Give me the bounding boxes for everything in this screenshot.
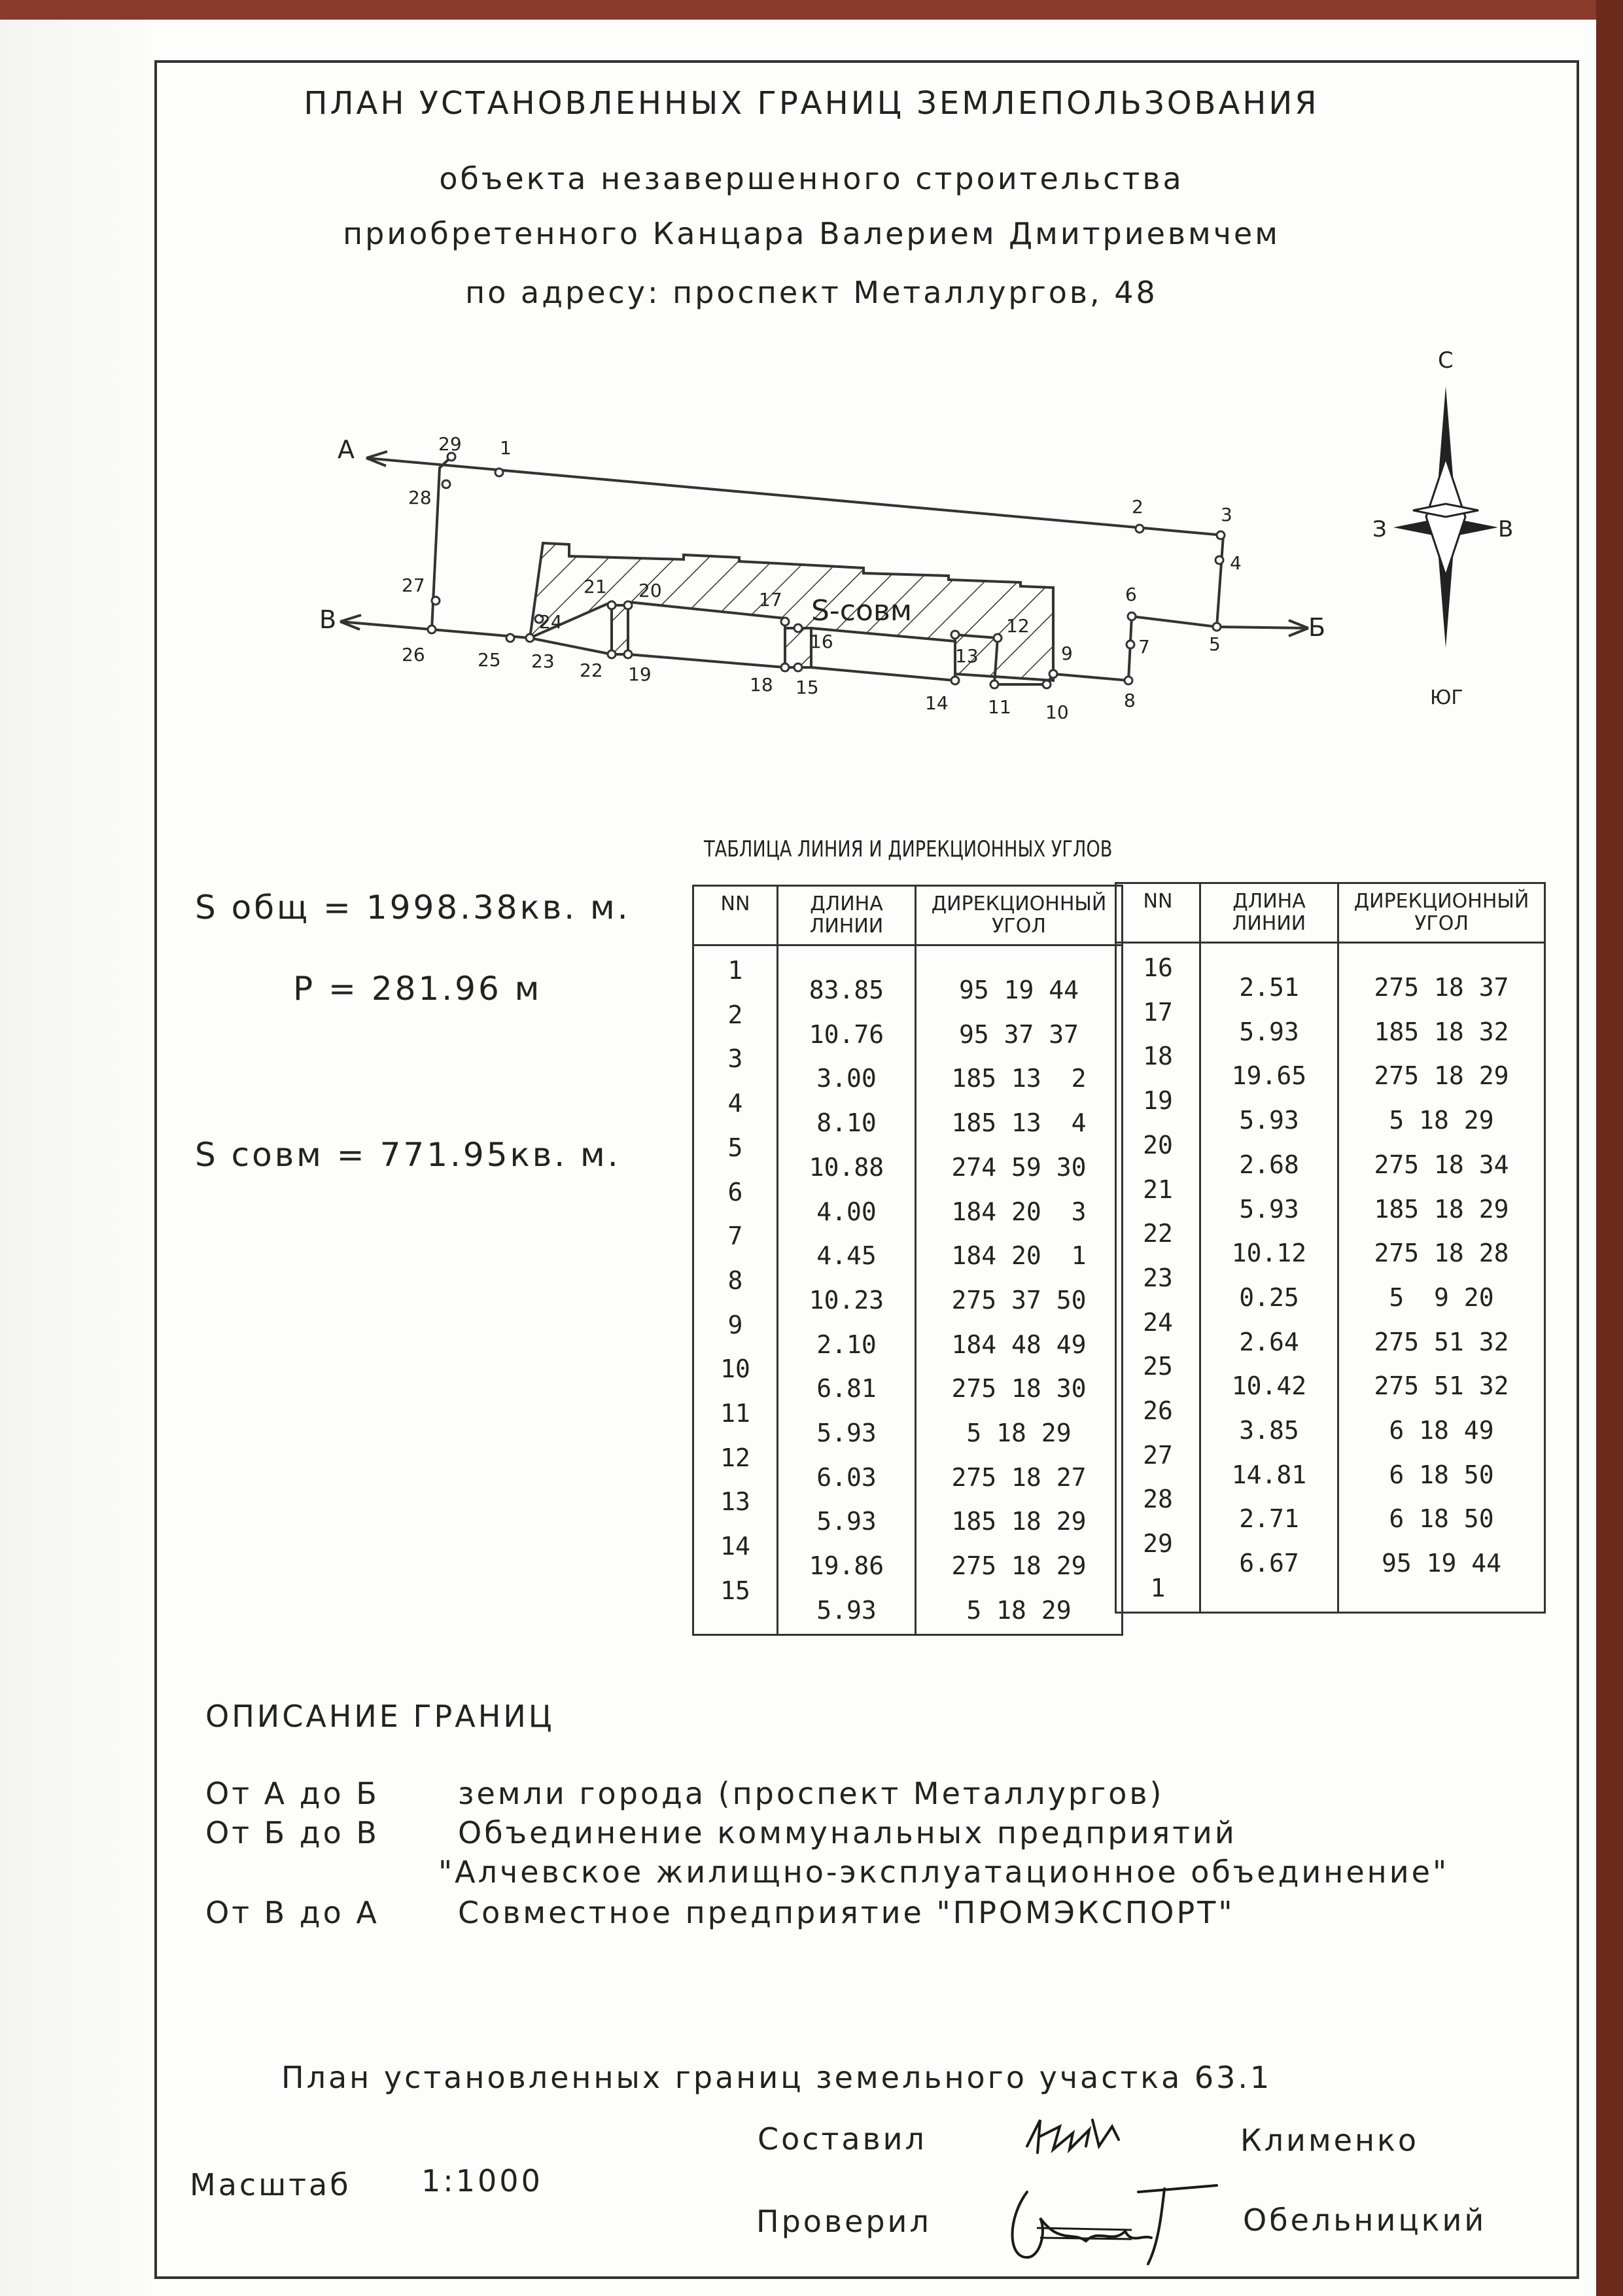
boundary-plan — [0, 0, 1623, 752]
s-shared: S совм = 771.95кв. м. — [195, 1136, 621, 1174]
table-left — [692, 885, 1123, 1636]
desc-row1-text: земли города (проспект Металлургов) — [458, 1776, 1164, 1811]
point-10: 10 — [1045, 701, 1069, 723]
compass-rose-icon — [1372, 347, 1513, 709]
point-27: 27 — [402, 574, 425, 596]
signature-checker — [1001, 2172, 1223, 2270]
point-15: 15 — [795, 677, 819, 698]
right-lengths: 2.51 5.93 19.65 5.93 2.68 5.93 10.12 0.25 2.64 10.42 3.85 14.81 2.71 6.67 — [1200, 943, 1338, 1613]
compiled-label: Составил — [758, 2121, 927, 2157]
description-heading: ОПИСАНИЕ ГРАНИЦ — [205, 1699, 555, 1734]
table-title: ТАБЛИЦА ЛИНИЯ И ДИРЕКЦИОННЫХ УГЛОВ — [704, 836, 1113, 862]
label-v-left: В — [319, 605, 337, 634]
label-b: Б — [1308, 613, 1326, 642]
point-7: 7 — [1138, 636, 1150, 658]
point-19: 19 — [628, 663, 652, 685]
point-13: 13 — [955, 645, 979, 667]
point-1: 1 — [500, 437, 512, 459]
header-angle: ДИРЕКЦИОННЫЙ УГОЛ — [916, 886, 1123, 945]
point-24: 24 — [539, 611, 563, 633]
point-3: 3 — [1221, 504, 1232, 525]
header-nn-right: NN — [1116, 883, 1200, 943]
left-lengths: 83.85 10.76 3.00 8.10 10.88 4.00 4.45 10.23 2.10 6.81 5.93 6.03 5.93 19.86 5.93 — [778, 945, 916, 1635]
point-26: 26 — [402, 644, 425, 665]
subtitle-line-1: объекта незавершенного строительства — [439, 161, 1184, 196]
point-16: 16 — [810, 631, 833, 652]
point-22: 22 — [580, 660, 603, 681]
point-8: 8 — [1124, 690, 1136, 711]
left-angles: 95 19 44 95 37 37 185 13 2 185 13 4 274 59 30 184 20 3 184 20 1 275 37 50 184 48 49 275 18 30 5 18 29 275 18 27 185 18 29 275 18 29 5 18 29 — [916, 945, 1123, 1635]
footer-plan-title: План установленных границ земельного участка 63.1 — [281, 2060, 1272, 2095]
compass-north: С — [1438, 347, 1454, 374]
table-right — [1115, 882, 1546, 1614]
point-2: 2 — [1132, 496, 1143, 518]
right-angles: 275 18 37 185 18 32 275 18 29 5 18 29 275 18 34 185 18 29 275 18 28 5 9 20 275 51 32 275 51 32 6 18 49 6 18 50 6 18 50 95 19 44 — [1338, 943, 1545, 1613]
header-length: ДЛИНА ЛИНИИ — [778, 886, 916, 945]
compass-east: В — [1498, 516, 1514, 542]
compiled-name: Клименко — [1240, 2123, 1419, 2158]
point-17: 17 — [759, 589, 782, 610]
document-title: ПЛАН УСТАНОВЛЕННЫХ ГРАНИЦ ЗЕМЛЕПОЛЬЗОВАНИЯ — [304, 85, 1319, 122]
desc-row3-from: От В до А — [205, 1895, 379, 1930]
point-12: 12 — [1006, 615, 1030, 637]
point-9: 9 — [1061, 643, 1073, 664]
point-23: 23 — [531, 650, 555, 672]
signature-compiler — [1021, 2107, 1151, 2166]
hatch-label: S-совм — [811, 594, 913, 627]
desc-row2-text: Объединение коммунальных предприятий — [458, 1815, 1237, 1850]
scale-value: 1:1000 — [421, 2163, 543, 2199]
point-14: 14 — [925, 692, 949, 714]
compass-west: З — [1372, 516, 1387, 542]
point-25: 25 — [478, 649, 501, 671]
point-5: 5 — [1209, 633, 1221, 655]
compass-south: ЮГ — [1430, 686, 1463, 709]
desc-row3-text: Совместное предприятие "ПРОМЭКСПОРТ" — [458, 1895, 1235, 1930]
scale-label: Масштаб — [190, 2167, 351, 2202]
address-line: по адресу: проспект Металлургов, 48 — [465, 275, 1158, 310]
header-length-right: ДЛИНА ЛИНИИ — [1200, 883, 1338, 943]
point-4: 4 — [1230, 552, 1242, 574]
left-nums: 1 2 3 4 5 6 7 8 9 10 11 12 13 14 15 — [693, 945, 778, 1635]
header-angle-right: ДИРЕКЦИОННЫЙ УГОЛ — [1338, 883, 1545, 943]
point-21: 21 — [584, 576, 607, 597]
subtitle-line-2: приобретенного Канцара Валерием Дмитриевмчем — [343, 216, 1280, 251]
checked-label: Проверил — [756, 2204, 932, 2239]
perimeter: P = 281.96 м — [293, 970, 542, 1008]
point-20: 20 — [638, 580, 662, 601]
point-18: 18 — [750, 674, 773, 696]
desc-row2-cont: "Алчевское жилищно-эксплуатационное объединение" — [438, 1854, 1450, 1890]
header-nn: NN — [693, 886, 778, 945]
point-11: 11 — [988, 696, 1011, 718]
right-nums: 16 17 18 19 20 21 22 23 24 25 26 27 28 29 1 — [1116, 943, 1200, 1613]
desc-row2-from: От Б до В — [205, 1815, 379, 1850]
point-29: 29 — [438, 433, 462, 455]
point-6: 6 — [1125, 584, 1137, 605]
s-total: S общ = 1998.38кв. м. — [195, 889, 631, 927]
point-28: 28 — [408, 487, 432, 508]
label-a: А — [338, 435, 355, 464]
checked-name: Обельницкий — [1243, 2202, 1487, 2238]
desc-row1-from: От А до Б — [205, 1776, 379, 1811]
